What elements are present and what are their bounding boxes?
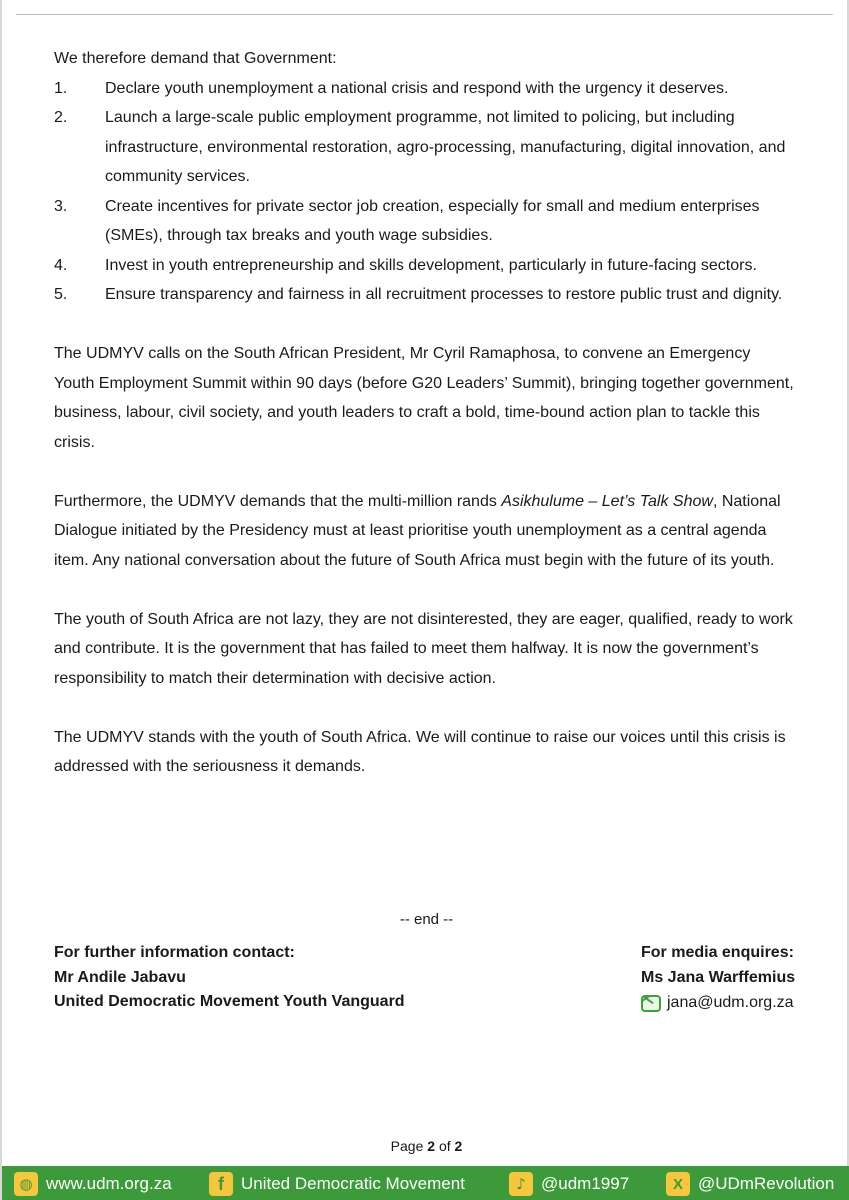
page-prefix: Page <box>390 1138 428 1154</box>
mail-icon <box>641 995 661 1012</box>
x-icon: X <box>666 1172 690 1196</box>
tiktok-icon: ♪ <box>509 1172 533 1196</box>
summit-paragraph: The UDMYV calls on the South African President, Mr Cyril Ramaphosa, to convene an Emergency Youth Employment Summit within 90 days (before G20 Leaders’ Summit), bringing together government, business, labour, civil society, and youth leaders to craft a bold, time-bound action plan to tackle this crisis. <box>54 345 794 451</box>
current-page: 2 <box>427 1138 436 1154</box>
dialogue-paragraph <box>54 487 794 576</box>
email-row[interactable] <box>641 991 795 1016</box>
dialogue-text-start: Furthermore, the UDMYV demands that the multi-million rands <box>54 492 502 510</box>
dialogue-text-end: , National Dialogue initiated by the Presidency must at least prioritise youth unemployment as a central agenda item. Any national conversation about the future of South Africa must begin with the future of its youth. <box>54 492 781 569</box>
contact-organisation: United Democratic Movement Youth Vanguard <box>54 993 405 1010</box>
globe-icon: ◍ <box>14 1172 38 1196</box>
total-pages: 2 <box>454 1138 463 1154</box>
footer-tiktok[interactable] <box>509 1172 629 1196</box>
list-item <box>54 192 794 251</box>
footer-x[interactable] <box>666 1172 834 1196</box>
facebook-link[interactable]: United Democratic Movement <box>241 1174 465 1193</box>
contact-name: Mr Andile Jabavu <box>54 968 186 986</box>
contact-info <box>54 941 405 1015</box>
youth-paragraph: The youth of South Africa are not lazy, they are not disinterested, they are eager, qualified, ready to work and contribute. It is the government that has failed to meet them halfway. It is now the government’s responsibility to match their determination with decisive action. <box>54 610 793 687</box>
list-number: 2. <box>54 109 68 126</box>
email-link[interactable]: jana@udm.org.za <box>667 994 794 1011</box>
footer-bar <box>2 1166 849 1200</box>
website-link[interactable]: www.udm.org.za <box>46 1174 172 1193</box>
list-item <box>54 74 794 104</box>
list-text: Declare youth unemployment a national crisis and respond with the urgency it deserves. <box>105 79 729 97</box>
footer-website[interactable] <box>14 1172 172 1196</box>
list-item <box>54 251 794 281</box>
list-text: Ensure transparency and fairness in all recruitment processes to restore public trust and dignity. <box>105 286 783 303</box>
top-divider <box>16 14 833 15</box>
show-title: Asikhulume – Let’s Talk Show <box>501 492 713 510</box>
facebook-icon: f <box>209 1172 233 1196</box>
list-number: 4. <box>54 256 68 274</box>
end-marker: -- end -- <box>399 911 454 928</box>
list-text: Create incentives for private sector job creation, especially for small and medium enterprises (SMEs), through tax breaks and youth wage subsidies. <box>105 197 760 244</box>
page-number <box>2 1137 849 1155</box>
document-body <box>54 44 794 782</box>
list-text: Invest in youth entrepreneurship and skills development, particularly in future-facing sectors. <box>105 256 757 274</box>
demands-list <box>54 74 794 310</box>
media-name: Ms Jana Warffemius <box>641 968 796 986</box>
list-number: 5. <box>54 286 68 303</box>
list-item <box>54 103 794 192</box>
demands-intro: We therefore demand that Government: <box>54 50 337 67</box>
page-separator: of <box>435 1138 455 1154</box>
media-contact <box>641 941 795 1016</box>
footer-facebook[interactable] <box>209 1172 465 1196</box>
list-item <box>54 280 794 310</box>
list-number: 1. <box>54 79 68 97</box>
list-number: 3. <box>54 197 68 215</box>
media-heading: For media enquires: <box>641 944 794 961</box>
list-text: Launch a large-scale public employment programme, not limited to policing, but including infrastructure, environmental restoration, agro-processing, manufacturing, digital innovation, and community services. <box>105 109 786 185</box>
contact-heading: For further information contact: <box>54 944 295 961</box>
x-link[interactable]: @UDmRevolution <box>698 1174 835 1193</box>
tiktok-link[interactable]: @udm1997 <box>541 1174 630 1193</box>
stands-paragraph: The UDMYV stands with the youth of South Africa. We will continue to raise our voices until this crisis is addressed with the seriousness it demands. <box>54 728 786 775</box>
